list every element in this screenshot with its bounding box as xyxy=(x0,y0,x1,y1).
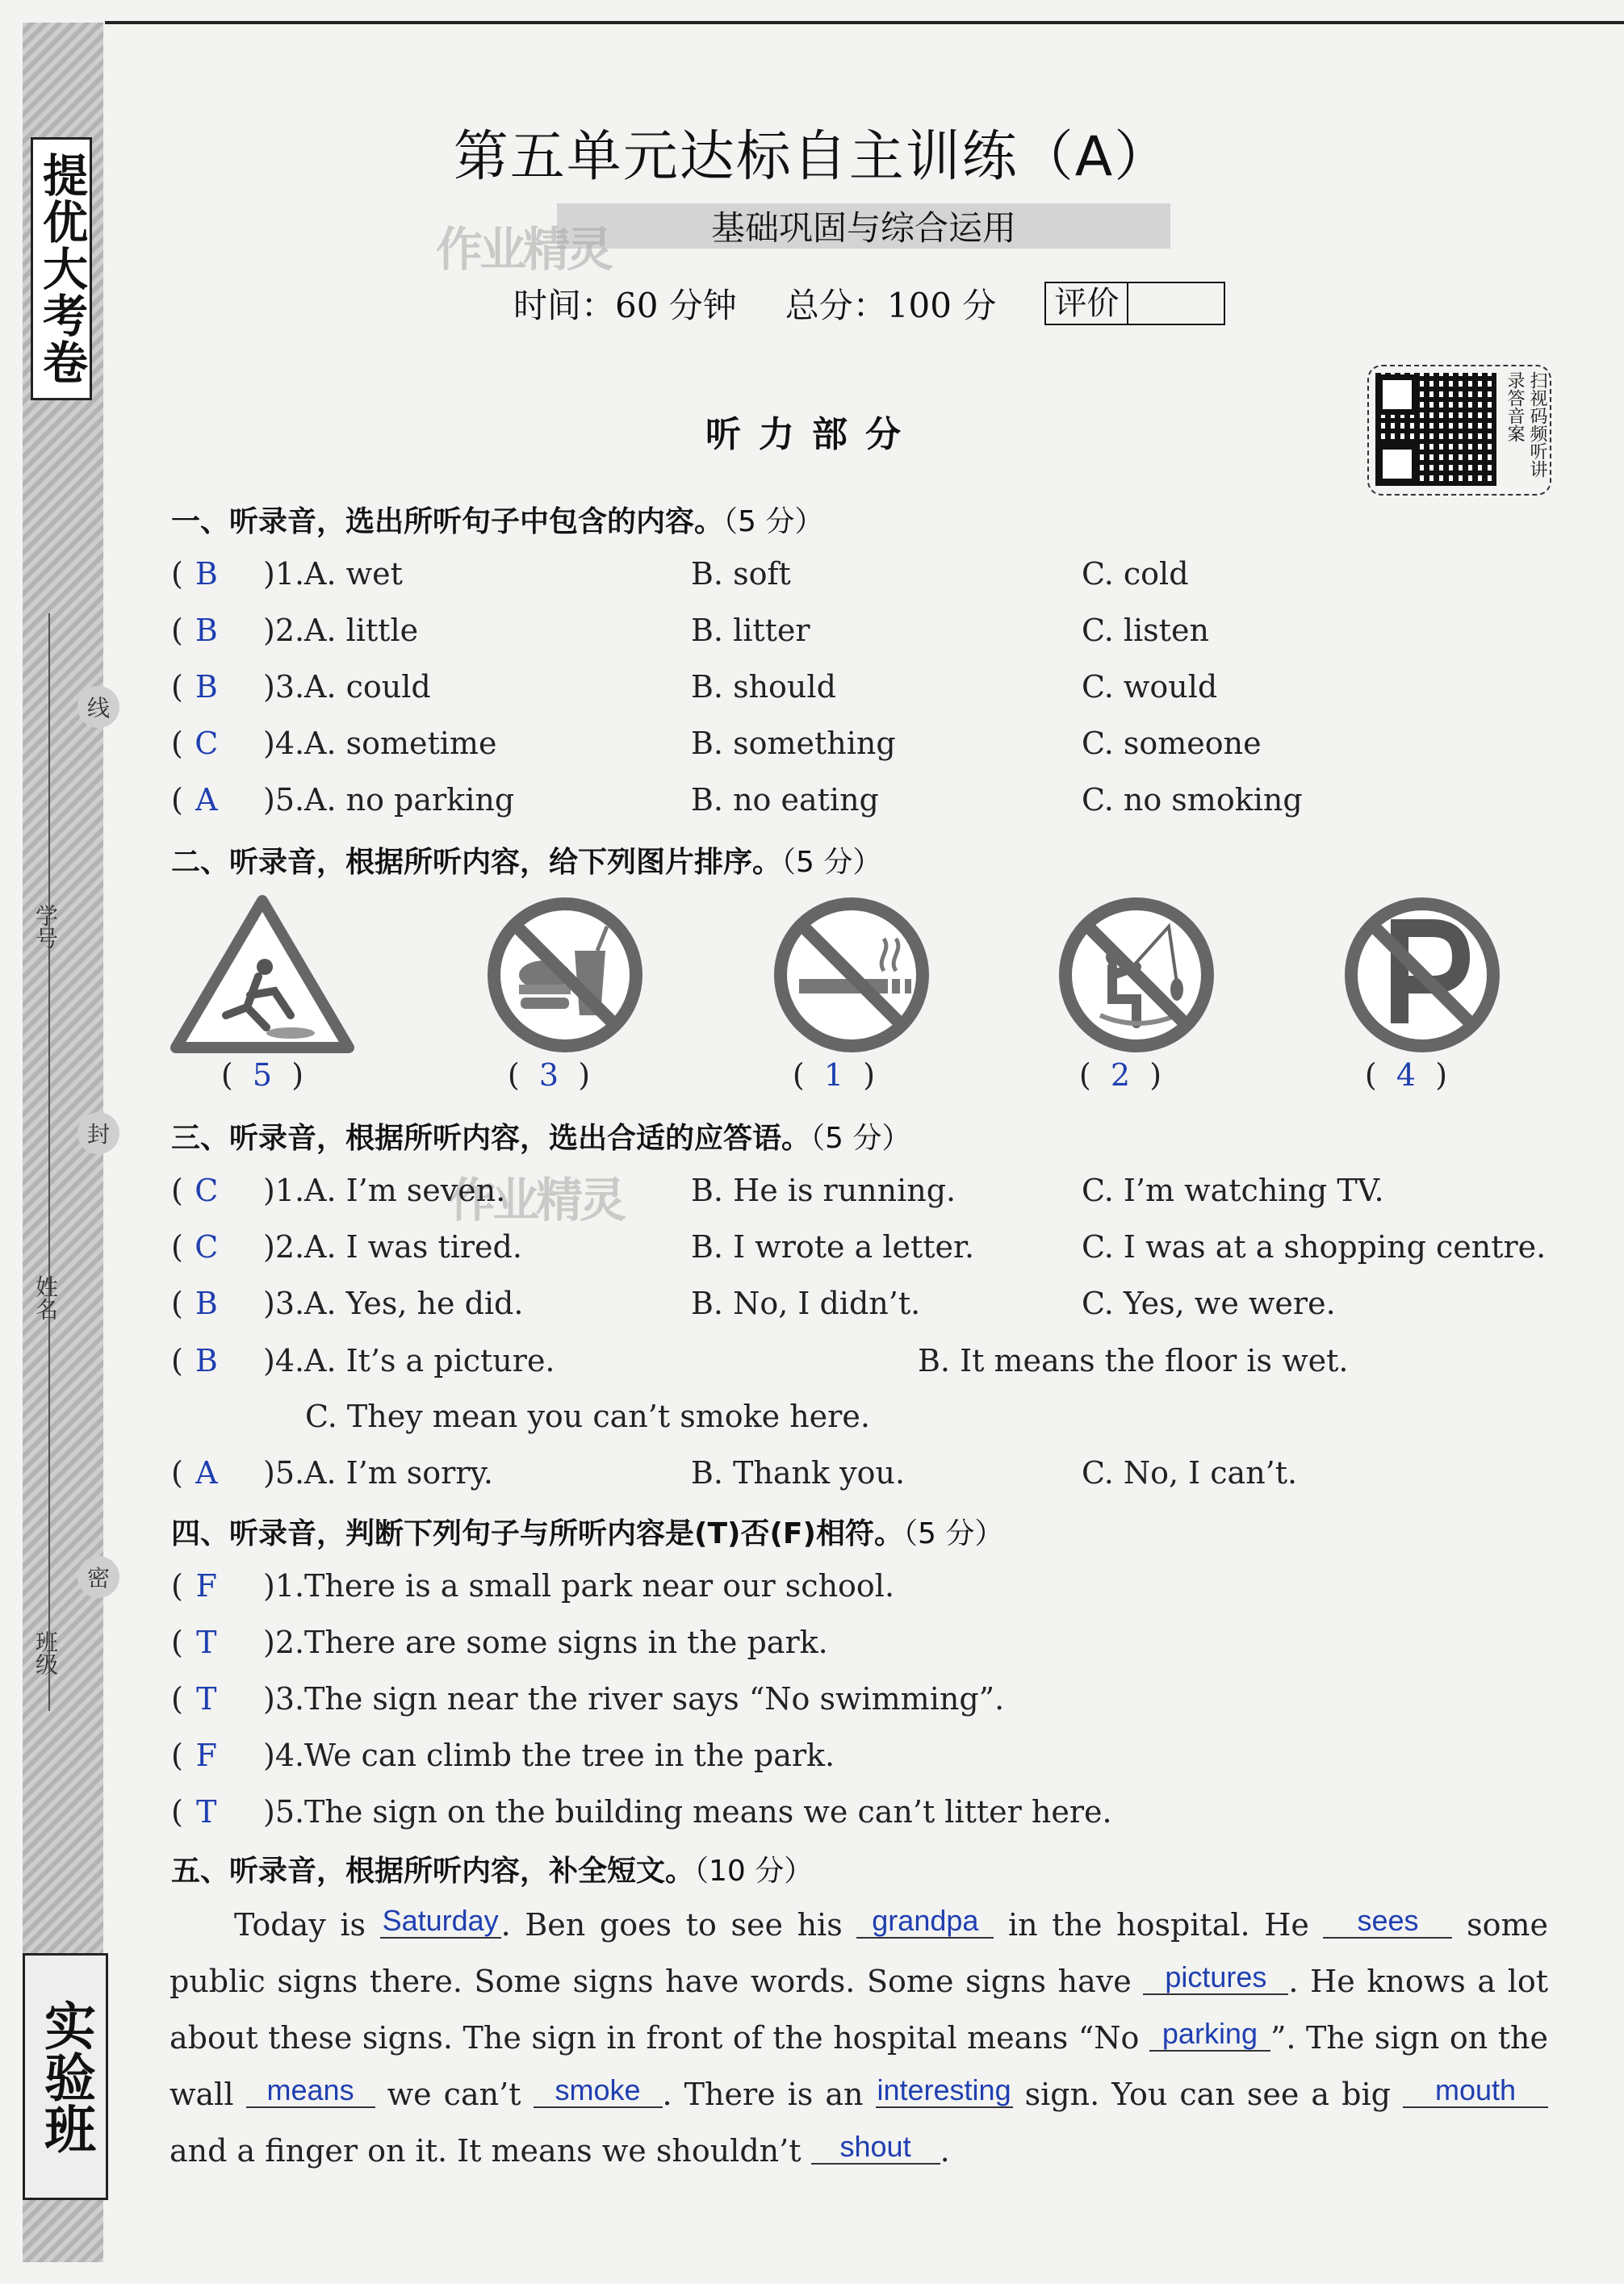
option-a: A. Yes, he did. xyxy=(304,1286,524,1321)
answer[interactable]: 4 xyxy=(1396,1057,1417,1093)
option-b: B. litter xyxy=(691,613,810,648)
option-c: C. Yes, we were. xyxy=(1082,1286,1336,1321)
answer[interactable]: B xyxy=(195,669,218,705)
class-label: 班级 xyxy=(32,1630,59,1675)
part4-item-4: ( F )4. We can climb the tree in the park. xyxy=(171,1733,1559,1778)
part3-item-4-option-c: C. They mean you can’t smoke here. xyxy=(305,1399,870,1434)
no-fishing-sign-icon xyxy=(1056,894,1217,1056)
part4-item-5: ( T )5. The sign on the building means we can’t litter here. xyxy=(171,1789,1559,1834)
part1-heading: 一、听录音，选出所听句子中包含的内容。（5 分） xyxy=(171,505,824,538)
cloze-blank-1[interactable]: Saturday xyxy=(380,1905,501,1939)
student-name-label: 姓名 xyxy=(32,1275,59,1320)
part1-item-5: ( A )5. A. no parking B. no eating C. no smoking xyxy=(171,777,1559,822)
sign-order-answer: ( 5 ) xyxy=(220,1057,304,1093)
option-c: C. I was at a shopping centre. xyxy=(1082,1229,1547,1265)
section-heading: 听力部分 xyxy=(705,414,919,455)
sign-order-answer: ( 2 ) xyxy=(1078,1057,1162,1093)
binding-line xyxy=(48,613,50,1711)
option-b: B. something xyxy=(691,726,896,761)
binding-mark-seal: 封 xyxy=(77,1112,119,1154)
option-a: A. no parking xyxy=(304,782,515,818)
part3-item-5: ( A )5. A. I’m sorry. B. Thank you. C. No, I can’t. xyxy=(171,1450,1559,1495)
part3-item-2: ( C )2. A. I was tired. B. I wrote a letter. C. I was at a shopping centre. xyxy=(171,1224,1559,1270)
total-score-info: 总分：100 分 xyxy=(785,286,997,325)
part4-item-2: ( T )2. There are some signs in the park. xyxy=(171,1620,1559,1665)
time-info: 时间：60 分钟 xyxy=(513,286,737,325)
part1-item-4: ( C )4. A. sometime B. something C. someone xyxy=(171,721,1559,766)
evaluation-label: 评价 xyxy=(1046,283,1128,324)
cloze-blank-7[interactable]: smoke xyxy=(534,2074,663,2108)
answer[interactable]: C xyxy=(195,726,219,761)
statement: There are some signs in the park. xyxy=(304,1625,828,1660)
binding-mark-line: 线 xyxy=(77,686,119,728)
answer[interactable]: B xyxy=(195,613,218,648)
option-b: B. No, I didn’t. xyxy=(691,1286,921,1321)
option-b: B. should xyxy=(691,669,836,705)
sign-order-answer: ( 4 ) xyxy=(1364,1057,1448,1093)
answer[interactable]: B xyxy=(195,556,218,592)
answer[interactable]: T xyxy=(196,1794,217,1830)
no-smoking-sign-icon xyxy=(771,894,932,1056)
cloze-blank-10[interactable]: shout xyxy=(811,2131,940,2165)
option-a: A. I was tired. xyxy=(304,1229,522,1265)
option-c: C. cold xyxy=(1082,556,1189,592)
answer[interactable]: B xyxy=(195,1286,218,1321)
part5-heading: 五、听录音，根据所听内容，补全短文。（10 分） xyxy=(171,1855,814,1888)
sign-order-answer: ( 3 ) xyxy=(507,1057,591,1093)
sign-pictures xyxy=(170,894,1509,1056)
qr-caption: 扫视码频听讲录答音案 xyxy=(1505,371,1547,478)
cloze-blank-5[interactable]: parking xyxy=(1149,2018,1270,2052)
option-c: C. someone xyxy=(1082,726,1262,761)
statement: There is a small park near our school. xyxy=(304,1568,895,1604)
cloze-blank-4[interactable]: pictures xyxy=(1143,1961,1288,1995)
option-a: A. could xyxy=(304,669,431,705)
cloze-blank-9[interactable]: mouth xyxy=(1403,2074,1548,2108)
part1-item-2: ( B )2. A. little B. litter C. listen xyxy=(171,608,1559,653)
statement: The sign near the river says “No swimming”. xyxy=(304,1681,1005,1717)
answer: A xyxy=(195,1455,218,1491)
cloze-blank-6[interactable]: means xyxy=(246,2074,375,2108)
series-logo: 提优大考卷 xyxy=(31,137,92,400)
cloze-blank-3[interactable]: sees xyxy=(1323,1905,1452,1939)
part3-heading: 三、听录音，根据所听内容，选出合适的应答语。（5 分） xyxy=(171,1122,911,1155)
page-title: 第五单元达标自主训练（A） xyxy=(453,125,1171,189)
answer[interactable]: T xyxy=(196,1625,217,1660)
option-c: C. no smoking xyxy=(1082,782,1303,818)
option-a: A. little xyxy=(304,613,419,648)
answer[interactable]: 5 xyxy=(252,1057,273,1093)
option-a: A. wet xyxy=(304,556,403,592)
watermark: 作业精灵 xyxy=(436,222,611,277)
part4-heading: 四、听录音，判断下列句子与所听内容是(T)否(F)相符。（5 分） xyxy=(171,1517,1004,1550)
answer[interactable]: T xyxy=(196,1681,217,1717)
page-subtitle: 基础巩固与综合运用 xyxy=(557,203,1170,249)
option-a: A. I’m seven. xyxy=(304,1173,506,1208)
answer: B xyxy=(195,1343,218,1378)
student-id-label: 学号 xyxy=(32,904,59,949)
part3-item-4: ( B )4. A. It’s a picture. B. It means the floor is wet. xyxy=(171,1338,1559,1383)
cloze-blank-8[interactable]: interesting xyxy=(877,2073,1011,2106)
evaluation-box[interactable] xyxy=(1044,282,1225,325)
top-rule xyxy=(105,21,1624,24)
answer[interactable]: F xyxy=(195,1738,218,1773)
answer[interactable]: 3 xyxy=(538,1057,559,1093)
part1-item-1: ( B )1. A. wet B. soft C. cold xyxy=(171,551,1559,596)
part3-item-1: ( C )1. A. I’m seven. B. He is running. C. I’m watching TV. xyxy=(171,1168,1559,1213)
watermark: 作业精灵 xyxy=(449,1173,624,1228)
answer[interactable]: F xyxy=(195,1568,218,1604)
exam-info xyxy=(513,279,1225,328)
cloze-passage: Today is Saturday. Ben goes to see his grandpa in the hospital. He sees some public signs there. Some signs have words. Some signs have pictures . He knows a lot about these signs. The sign in front of the hospital means “No parking ”. The sign on the wall means we can’t smoke . There is an interesting sign. You can see a big mouth and a finger on it. It means we shouldn’t shout . xyxy=(170,1904,1548,2169)
answer[interactable]: 1 xyxy=(823,1057,844,1093)
part1-item-3: ( B )3. A. could B. should C. would xyxy=(171,664,1559,709)
answer[interactable]: C xyxy=(195,1173,219,1208)
answer[interactable]: 2 xyxy=(1110,1057,1131,1093)
statement: The sign on the building means we can’t litter here. xyxy=(304,1794,1112,1830)
answer[interactable]: C xyxy=(195,1229,219,1265)
option-c: C. would xyxy=(1082,669,1218,705)
option-b: B. He is running. xyxy=(691,1173,956,1208)
cloze-blank-2[interactable]: grandpa xyxy=(856,1905,994,1939)
part2-heading: 二、听录音，根据所听内容，给下列图片排序。（5 分） xyxy=(171,846,882,879)
option-b: B. I wrote a letter. xyxy=(691,1229,975,1265)
statement: We can climb the tree in the park. xyxy=(304,1738,835,1773)
wet-floor-sign-icon xyxy=(170,894,355,1056)
option-c: C. I’m watching TV. xyxy=(1082,1173,1384,1208)
answer[interactable]: A xyxy=(195,782,218,818)
part4-item-3: ( T )3. The sign near the river says “No swimming”. xyxy=(171,1676,1559,1721)
option-b: B. soft xyxy=(691,556,791,592)
option-a: A. sometime xyxy=(304,726,497,761)
sign-order-answer: ( 1 ) xyxy=(792,1057,876,1093)
option-c: C. listen xyxy=(1082,613,1209,648)
binding-mark-secret: 密 xyxy=(77,1556,119,1598)
option-b: B. no eating xyxy=(691,782,879,818)
part3-item-3: ( B )3. A. Yes, he did. B. No, I didn’t. C. Yes, we were. xyxy=(171,1281,1559,1326)
no-eating-sign-icon xyxy=(484,894,646,1056)
series-badge: 实验班 xyxy=(23,1953,108,2200)
evaluation-field[interactable] xyxy=(1128,283,1224,324)
no-parking-sign-icon xyxy=(1341,894,1503,1056)
part4-item-1: ( F )1. There is a small park near our school. xyxy=(171,1563,1559,1608)
